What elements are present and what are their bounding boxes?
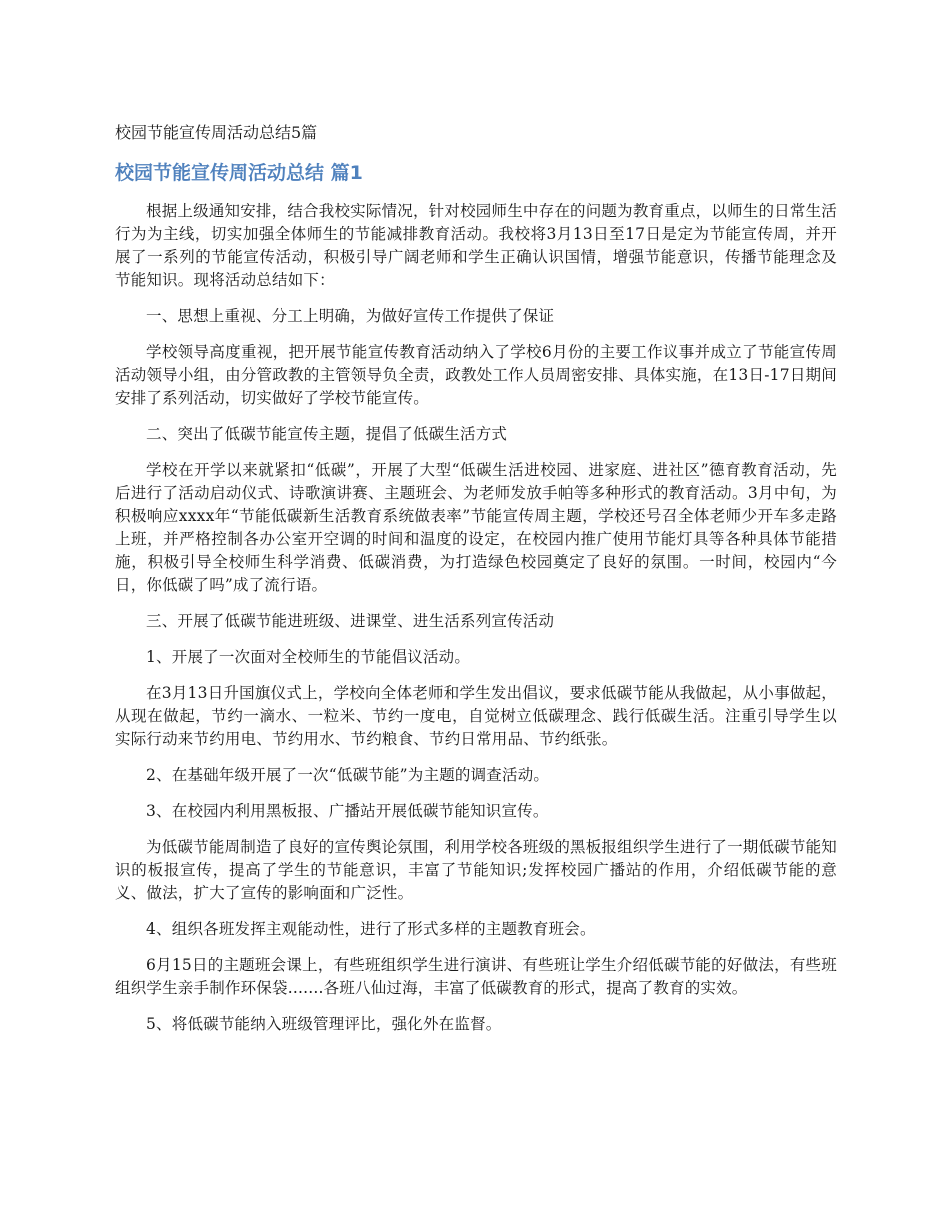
paragraph-blackboard: 为低碳节能周制造了良好的宣传舆论氛围，利用学校各班级的黑板报组织学生进行了一期低碳节能知识的板报宣传，提高了学生的节能意识，丰富了节能知识;发挥校园广播站的作用，介绍低碳节能的意义、做法，扩大了宣传的影响面和广泛性。 (115, 838, 837, 902)
document-page (115, 122, 837, 1049)
paragraph-item-5: 5、将低碳节能纳入班级管理评比，强化外在监督。 (146, 1015, 502, 1033)
paragraph-low-carbon-campaign: 学校在开学以来就紧扣“低碳”，开展了大型“低碳生活进校园、进家庭、进社区”德育教育活动，先后进行了活动启动仪式、诗歌演讲赛、主题班会、为老师发放手帕等多种形式的教育活动。3月中旬，为积极响应xxxx年“节能低碳新生活教育系统做表率”节能宣传周主题，学校还号召全体老师少开车多走路上班，并严格控制各办公室开空调的时间和温度的设定，在校园内推广使用节能灯具等各种具体节能措施，积极引导全校师生科学消费、低碳消费，为打造绿色校园奠定了良好的氛围。一时间，校园内“今日，你低碳了吗”成了流行语。 (115, 461, 837, 594)
paragraph-item-2: 2、在基础年级开展了一次“低碳节能”为主题的调查活动。 (146, 766, 550, 784)
paragraph-item-1: 1、开展了一次面对全校师生的节能倡议活动。 (146, 648, 471, 666)
paragraph-class-meeting: 6月15日的主题班会课上，有些班组织学生进行演讲、有些班让学生介绍低碳节能的好做法，有些班组织学生亲手制作环保袋.......各班八仙过海，丰富了低碳教育的形式，提高了教育的实效。 (115, 956, 837, 997)
paragraph-leadership: 学校领导高度重视，把开展节能宣传教育活动纳入了学校6月份的主要工作议事并成立了节能宣传周活动领导小组，由分管政教的主管领导负全责，政教处工作人员周密安排、具体实施，在13日-17日期间安排了系列活动，切实做好了学校节能宣传。 (115, 343, 837, 407)
paragraph-item-3: 3、在校园内利用黑板报、广播站开展低碳节能知识宣传。 (146, 802, 549, 820)
paragraph-point-3-heading: 三、开展了低碳节能进班级、进课堂、进生活系列宣传活动 (146, 612, 555, 630)
paragraph-flag-ceremony: 在3月13日升国旗仪式上，学校向全体老师和学生发出倡议，要求低碳节能从我做起，从小事做起，从现在做起，节约一滴水、一粒米、节约一度电，自觉树立低碳理念、践行低碳生活。注重引导学生以实际行动来节约用电、节约用水、节约粮食、节约日常用品、节约纸张。 (115, 684, 837, 748)
paragraph-intro: 根据上级通知安排，结合我校实际情况，针对校园师生中存在的问题为教育重点，以师生的日常生活行为为主线，切实加强全体师生的节能减排教育活动。我校将3月13日至17日是定为节能宣传周，并开展了一系列的节能宣传活动，积极引导广阔老师和学生正确认识国情，增强节能意识，传播节能理念及节能知识。现将活动总结如下： (115, 202, 837, 289)
paragraph-point-1-heading: 一、思想上重视、分工上明确，为做好宣传工作提供了保证 (146, 307, 555, 325)
section-heading: 校园节能宣传周活动总结 篇1 (115, 162, 363, 184)
paragraph-point-2-heading: 二、突出了低碳节能宣传主题，提倡了低碳生活方式 (146, 425, 508, 443)
document-title: 校园节能宣传周活动总结5篇 (115, 123, 318, 142)
paragraph-item-4: 4、组织各班发挥主观能动性，进行了形式多样的主题教育班会。 (146, 920, 596, 938)
